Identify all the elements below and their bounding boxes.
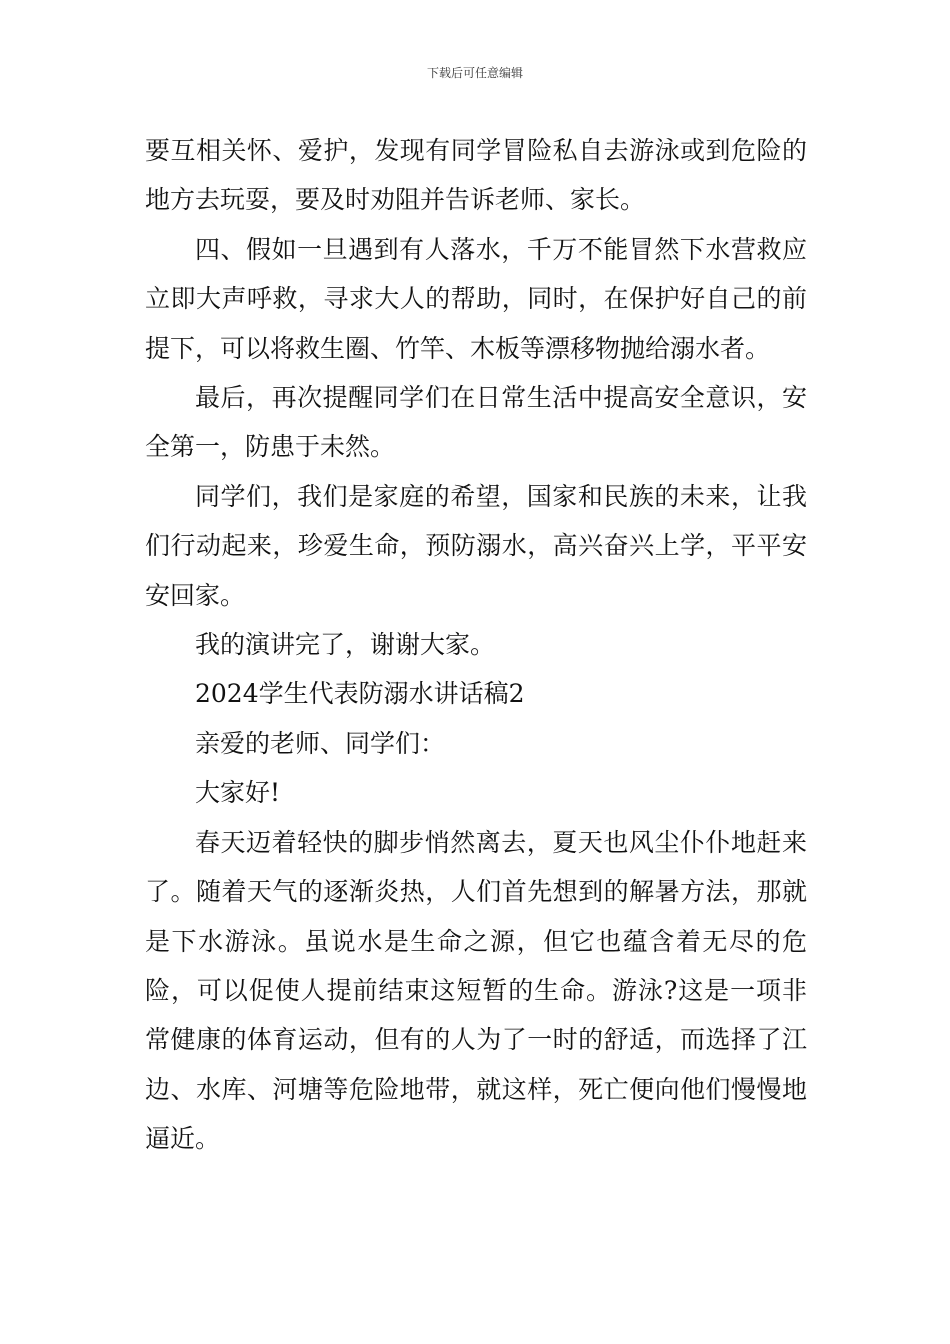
paragraph: 同学们，我们是家庭的希望，国家和民族的未来，让我们行动起来，珍爱生命，预防溺水，高兴奋兴上学，平平安安回家。 [145, 481, 807, 610]
paragraph: 春天迈着轻快的脚步悄然离去，夏天也风尘仆仆地赶来了。随着天气的逐渐炎热，人们首先想到的解暑方法，那就是下水游泳。虽说水是生命之源，但它也蕴含着无尽的危险，可以促使人提前结束这短暂的生命。游泳?这是一项非常健康的体育运动，但有的人为了一时的舒适，而选择了江边、水库、河塘等危险地带，就这样，死亡便向他们慢慢地逼近。 [145, 827, 807, 1154]
document-body [145, 126, 807, 1164]
salutation: 亲爱的老师、同学们： [195, 728, 446, 758]
paragraph: 四、假如一旦遇到有人落水，千万不能冒然下水营救应立即大声呼救，寻求大人的帮助，同时，在保护好自己的前提下，可以将救生圈、竹竿、木板等漂移物抛给溺水者。 [145, 234, 807, 363]
paragraph: 最后，再次提醒同学们在日常生活中提高安全意识，安全第一，防患于未然。 [145, 383, 807, 462]
page-header-note: 下载后可任意编辑 [426, 66, 523, 80]
section-title: 2024学生代表防溺水讲话稿2 [195, 679, 525, 709]
paragraph: 我的演讲完了，谢谢大家。 [195, 630, 496, 660]
paragraph: 要互相关怀、爱护，发现有同学冒险私自去游泳或到危险的地方去玩耍，要及时劝阻并告诉老师、家长。 [145, 136, 807, 215]
greeting: 大家好! [195, 778, 281, 808]
